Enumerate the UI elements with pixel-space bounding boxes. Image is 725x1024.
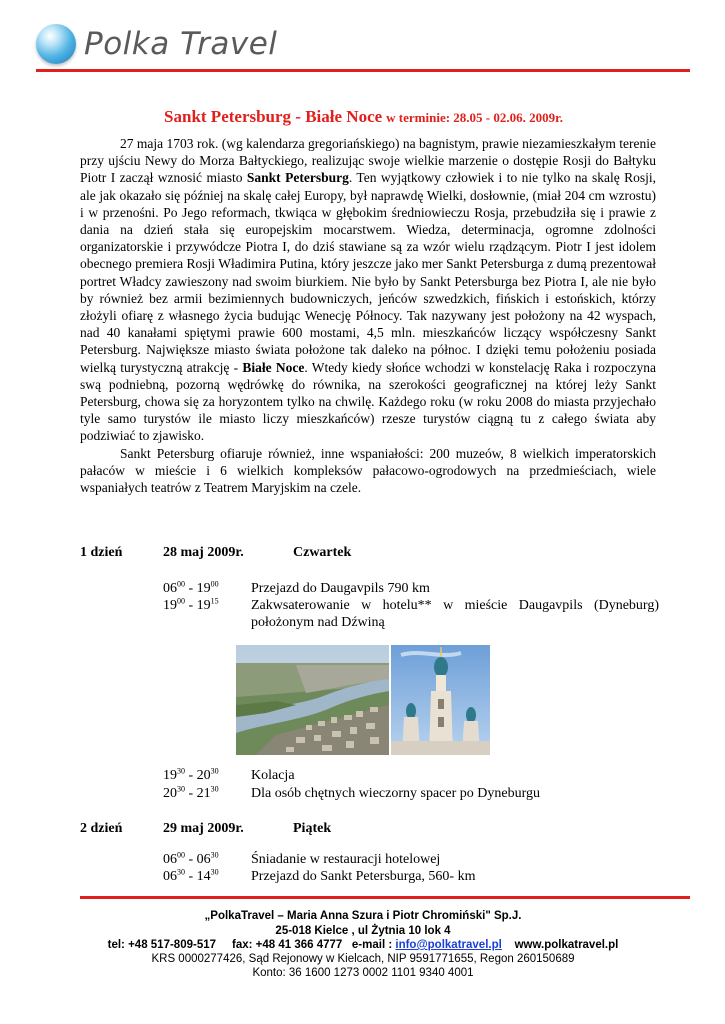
footer-company: „PolkaTravel – Maria Anna Szura i Piotr Chromiński" Sp.J. xyxy=(204,910,522,922)
day-date: 29 maj 2009r. xyxy=(163,821,244,836)
schedule-description: Kolacja xyxy=(251,768,295,783)
page-title xyxy=(80,107,647,127)
day-weekday: Czwartek xyxy=(293,545,352,560)
company-logo xyxy=(36,22,277,66)
footer-fax: fax: +48 41 366 4777 xyxy=(232,939,343,951)
schedule-description: Zakwsaterowanie w hotelu** w mieście Daugavpils (Dyneburg) położonym nad Dźwiną xyxy=(251,598,659,630)
intro-paragraph-1: 27 maja 1703 rok. (wg kalendarza gregoriańskiego) na bagnistym, prawie niezamieszkałym terenie przy ujściu Newy do Morza Bałtyckiego, realizując swoje wielkie marzenie o dostępie Rosji do Bałtyku Piotr I zaczął wznosić miasto Sankt Petersburg. Ten wyjątkowy człowiek i to nie tylko na skalę Rosji, ale jak okazało się później na skalę całej Europy, był naprawdę Wielki, dosłownie, (miał 204 cm wzrostu) i w przenośni. Po Jego reformach, tkwiąca w głębokim średniowieczu Rosja, przebudziła się i prawie z dania na dzień stała się europejskim mocarstwem. Wiedza, determinacja, ogromne zdolności organizatorskie i przywódcze Piotra I, do dziś stawiane są za wzór wielu rządzącym. Piotr I jest idolem obecnego premiera Rosji Władimira Putina, który jeszcze jako mer Sankt Petersburga z dumą prezentował portret Władcy zawieszony nad swoim biurkiem. Nie było by Sankt Petersburga bez Piotra I, ale nie było by również bez armii bezimiennych budowniczych, jeńców szwedzkich, fińskich i estońskich, którzy złożyli ofiarę z własnego życia budując Wenecję Północy. Tak nazywany jest położony na 42 wyspach, nad 40 kanałami spiętymi prawie 600 mostami, 4,5 mln. mieszkańców liczący współczesny Sankt Petersburg. Największe miasto świata położone tak daleko na północ. I dzięki temu położeniu posiada wielką turystyczną atrakcję - Białe Noce. Wtedy kiedy słońce wchodzi w konstelację Raka i rozpoczyna swą podniebną, pozorną wędrówkę do równika, na szerokości geograficznej na której leży Sankt Petersburg, chowa się za horyzontem tylko na chwilę. Każdego roku (w roku 2008 do miasta przyjechało tyle samo turystów ile miasto liczy mieszkańców) rzesze turystów ciągną tu z całego świata aby podziwiać to zjawisko. xyxy=(80,136,657,444)
church-photo xyxy=(391,645,490,755)
title-main: Sankt Petersburg - Białe Noce xyxy=(164,107,383,126)
time-range: $06^{00} - 06^{30}$ xyxy=(163,850,219,867)
day-weekday: Piątek xyxy=(293,821,332,836)
schedule-description: Dla osób chętnych wieczorny spacer po Dyneburgu xyxy=(251,786,540,801)
footer-email-label: e-mail : xyxy=(351,939,393,951)
time-range: $20^{30} - 21^{30}$ xyxy=(163,784,219,801)
footer-registration: KRS 0000277426, Sąd Rejonowy w Kielcach, NIP 9591771655, Regon 260150689 xyxy=(151,953,575,965)
time-range: $06^{30} - 14^{30}$ xyxy=(163,867,219,884)
footer-contact xyxy=(36,939,690,951)
schedule-description: Przejazd do Sankt Petersburga, 560- km xyxy=(251,869,476,884)
footer-phone: tel: +48 517-809-517 xyxy=(107,939,217,951)
footer-website[interactable]: www.polkatravel.pl xyxy=(514,939,619,951)
logo-text: Polka Travel xyxy=(84,26,278,62)
footer-email-link[interactable]: info@polkatravel.pl xyxy=(395,939,502,951)
time-range: $19^{00} - 19^{15}$ xyxy=(163,596,219,613)
logo-globe-icon xyxy=(36,24,76,64)
schedule-description: Śniadanie w restauracji hotelowej xyxy=(251,852,441,867)
day-date: 28 maj 2009r. xyxy=(163,545,244,560)
intro-text xyxy=(80,135,656,496)
footer-divider xyxy=(80,896,690,899)
title-dates: w terminie: 28.05 - 02.06. 2009r. xyxy=(386,110,563,125)
city-aerial-photo xyxy=(236,645,389,755)
footer-bank-account: Konto: 36 1600 1273 0002 1101 9340 4001 xyxy=(252,967,474,979)
header-divider xyxy=(36,69,690,72)
footer-address: 25-018 Kielce , ul Żytnia 10 lok 4 xyxy=(275,925,451,937)
time-range: $06^{00} - 19^{00}$ xyxy=(163,579,219,596)
day-label: 1 dzień xyxy=(80,545,123,560)
day-label: 2 dzień xyxy=(80,821,123,836)
time-range: $19^{30} - 20^{30}$ xyxy=(163,766,219,783)
intro-paragraph-2: Sankt Petersburg ofiaruje również, inne wspaniałości: 200 muzeów, 8 wielkich imperatorskich pałaców w mieście i 6 wielkich kompleksów pałacowo-ogrodowych na przedmieściach, wiele wspaniałych teatrów z Teatrem Maryjskim na czele. xyxy=(80,445,656,496)
schedule-description: Przejazd do Daugavpils 790 km xyxy=(251,581,430,596)
